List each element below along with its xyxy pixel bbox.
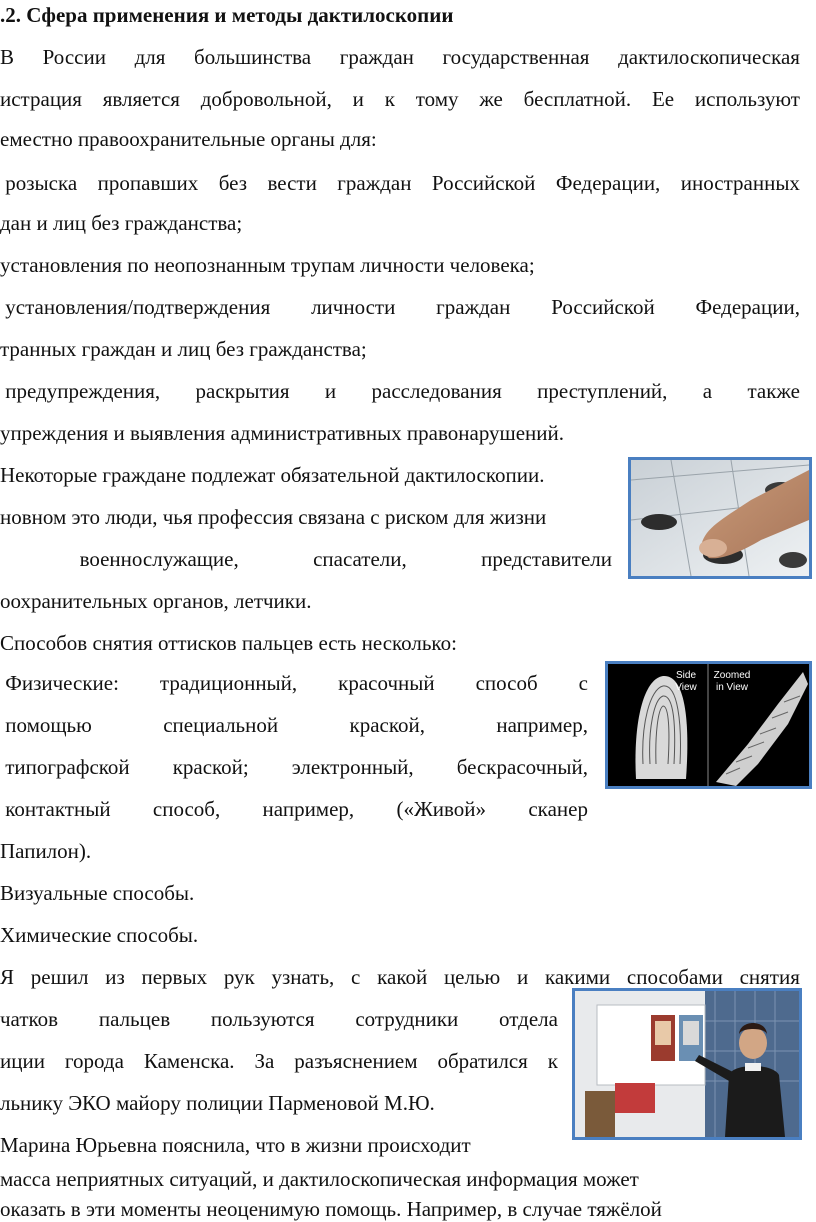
text-line-7 bbox=[0, 294, 800, 320]
word: сканер bbox=[528, 797, 588, 821]
word: бескрасочный, bbox=[456, 755, 588, 779]
text-line-10: упреждения и выявления административных правонарушений. bbox=[0, 421, 564, 445]
text-line-17 bbox=[0, 712, 588, 738]
text-line-28: масса неприятных ситуаций, и дактилоскопическая информация может bbox=[0, 1167, 639, 1191]
text-line-27: Марина Юрьевна пояснила, что в жизни происходит bbox=[0, 1133, 471, 1157]
word: Федерации, bbox=[695, 295, 800, 319]
word: используют bbox=[694, 87, 800, 111]
word: Российской bbox=[551, 295, 655, 319]
word: граждан bbox=[337, 171, 412, 195]
word: пропавших bbox=[97, 171, 199, 195]
text-line-4 bbox=[0, 170, 800, 196]
text-line-11: Некоторые граждане подлежат обязательной дактилоскопии. bbox=[0, 463, 545, 487]
word: тому bbox=[415, 87, 459, 111]
scanner-image bbox=[605, 661, 812, 789]
word: В bbox=[0, 45, 15, 69]
word: расследования bbox=[371, 379, 502, 403]
word: предупреждения, bbox=[0, 379, 161, 403]
word: способами bbox=[626, 965, 723, 989]
word: За bbox=[254, 1049, 275, 1073]
word: представители bbox=[481, 547, 612, 571]
word: рук bbox=[223, 965, 255, 989]
zoomed-view-label: Zoomed in View bbox=[713, 670, 751, 693]
text-line-18 bbox=[0, 754, 588, 780]
text-line-29: оказать в эти моменты неоценимую помощь. Например, в случае тяжёлой bbox=[0, 1197, 662, 1221]
text-line-20: Папилон). bbox=[0, 839, 92, 863]
word: краской; bbox=[172, 755, 249, 779]
text-line-23 bbox=[0, 964, 800, 990]
word: сотрудники bbox=[355, 1007, 459, 1031]
word: раскрытия bbox=[195, 379, 290, 403]
word: отдела bbox=[499, 1007, 558, 1031]
word: Каменска. bbox=[143, 1049, 235, 1073]
word: узнать, bbox=[271, 965, 335, 989]
word bbox=[0, 546, 5, 572]
word: же bbox=[479, 87, 503, 111]
text-line-26: льнику ЭКО майору полиции Пармeновой М.Ю. bbox=[0, 1091, 435, 1115]
word: государственная bbox=[442, 45, 590, 69]
word: решил bbox=[30, 965, 89, 989]
word: целью bbox=[443, 965, 501, 989]
word: специальной bbox=[163, 713, 279, 737]
word: к bbox=[547, 1049, 558, 1073]
word: какими bbox=[544, 965, 611, 989]
word: красочный bbox=[338, 671, 435, 695]
word: контактный bbox=[0, 797, 111, 821]
word: граждан bbox=[339, 45, 414, 69]
word: например, bbox=[262, 797, 355, 821]
word: а bbox=[702, 379, 713, 403]
word: истрация bbox=[0, 87, 82, 111]
source-line-1 bbox=[0, 0, 1, 1]
word: Физические: bbox=[0, 671, 119, 695]
section-heading: .2. Сфера применения и методы дактилоскопии bbox=[0, 3, 454, 27]
word: к bbox=[384, 87, 395, 111]
word: вести bbox=[267, 171, 317, 195]
word: первых bbox=[141, 965, 208, 989]
text-line-14: оохранительных органов, летчики. bbox=[0, 589, 312, 613]
word: разъяснением bbox=[294, 1049, 418, 1073]
word: Я bbox=[0, 965, 15, 989]
word: розыска bbox=[0, 171, 78, 195]
word: обратился bbox=[437, 1049, 528, 1073]
word: с bbox=[351, 965, 361, 989]
word: типографской bbox=[0, 755, 130, 779]
word: снятия bbox=[739, 965, 800, 989]
word: Российской bbox=[431, 171, 536, 195]
text-line-9 bbox=[0, 378, 800, 404]
word: из bbox=[105, 965, 125, 989]
word: способ bbox=[475, 671, 538, 695]
word: краской, bbox=[349, 713, 425, 737]
text-line-15: Способов снятия оттисков пальцев есть несколько: bbox=[0, 631, 457, 655]
word: и bbox=[352, 87, 364, 111]
word: добровольной, bbox=[200, 87, 332, 111]
justified-line-sources bbox=[0, 0, 1, 1]
word: электронный, bbox=[291, 755, 414, 779]
text-line-1 bbox=[0, 44, 800, 70]
text-line-3: еместно правоохранительные органы для: bbox=[0, 127, 377, 151]
text-line-6: установления по неопознанным трупам личности человека; bbox=[0, 253, 535, 277]
word: («Живой» bbox=[396, 797, 487, 821]
officer-illustration bbox=[575, 991, 799, 1137]
word: военнослужащие, bbox=[79, 547, 239, 571]
word: Ее bbox=[651, 87, 675, 111]
word: граждан bbox=[436, 295, 511, 319]
text-line-8: транных граждан и лиц без гражданства; bbox=[0, 337, 367, 361]
word: без bbox=[218, 171, 247, 195]
word: большинства bbox=[194, 45, 312, 69]
word: бесплатной. bbox=[523, 87, 632, 111]
word: традиционный, bbox=[159, 671, 298, 695]
text-line-21: Визуальные способы. bbox=[0, 881, 195, 905]
word: иции bbox=[0, 1049, 45, 1073]
word: пальцев bbox=[98, 1007, 171, 1031]
text-line-12: новном это люди, чья профессия связана с риском для жизни bbox=[0, 505, 547, 529]
word: установления/подтверждения bbox=[0, 295, 271, 319]
fingerprint-photo bbox=[628, 457, 812, 579]
word: помощью bbox=[0, 713, 92, 737]
officer-photo bbox=[572, 988, 802, 1140]
text-line-24 bbox=[0, 1006, 558, 1032]
word: чатков bbox=[0, 1007, 59, 1031]
word: России bbox=[42, 45, 106, 69]
word: является bbox=[102, 87, 180, 111]
word: иностранных bbox=[680, 171, 800, 195]
word: спасатели, bbox=[313, 547, 407, 571]
side-view-label: Side View bbox=[675, 670, 697, 693]
word: способ, bbox=[152, 797, 221, 821]
fingerprint-scan-illustration bbox=[608, 664, 809, 786]
word: например, bbox=[496, 713, 588, 737]
text-line-22: Химические способы. bbox=[0, 923, 199, 947]
word: и bbox=[516, 965, 529, 989]
text-line-2 bbox=[0, 86, 800, 112]
word: города bbox=[64, 1049, 124, 1073]
text-line-25 bbox=[0, 1048, 558, 1074]
word: пользуются bbox=[210, 1007, 315, 1031]
word: для bbox=[134, 45, 166, 69]
word: какой bbox=[377, 965, 428, 989]
word: также bbox=[747, 379, 800, 403]
word: с bbox=[578, 671, 588, 695]
fingerprint-illustration bbox=[631, 460, 809, 576]
text-line-19 bbox=[0, 796, 588, 822]
word: преступлений, bbox=[537, 379, 668, 403]
word: дактилоскопическая bbox=[618, 45, 800, 69]
word: Федерации, bbox=[555, 171, 661, 195]
text-line-16 bbox=[0, 670, 588, 696]
word: личности bbox=[311, 295, 396, 319]
text-line-13 bbox=[0, 546, 612, 572]
text-line-5: дан и лиц без гражданства; bbox=[0, 211, 243, 235]
word: и bbox=[324, 379, 337, 403]
